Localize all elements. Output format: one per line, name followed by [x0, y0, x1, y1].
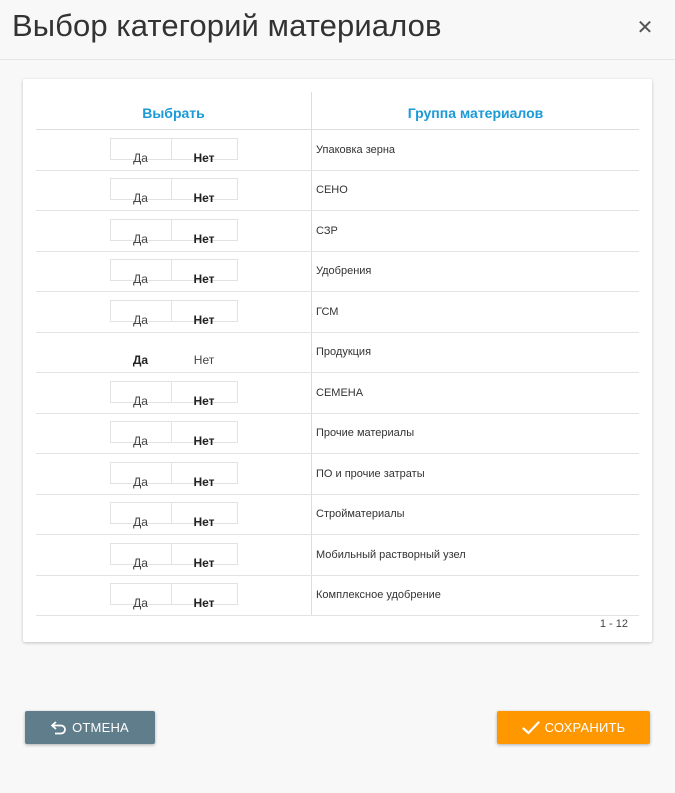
select-cell [36, 333, 311, 373]
table-row [36, 414, 639, 455]
yes-label: Да [133, 231, 148, 246]
materials-grid-card [23, 79, 652, 642]
table-row [36, 130, 639, 171]
yes-option[interactable] [110, 340, 171, 368]
select-cell [36, 576, 311, 616]
yes-option[interactable] [110, 583, 171, 611]
table-row [36, 373, 639, 414]
yes-option[interactable] [110, 421, 171, 449]
table-row [36, 171, 639, 212]
material-group-name: СЕНО [311, 171, 639, 211]
yes-label: Да [133, 191, 148, 206]
check-icon [522, 721, 540, 735]
no-label: Нет [193, 191, 215, 206]
material-group-name: Комплексное удобрение [311, 576, 639, 616]
select-cell [36, 130, 311, 170]
no-label: Нет [193, 312, 215, 327]
yes-label: Да [133, 393, 148, 408]
material-group-name: Стройматериалы [311, 495, 639, 535]
yes-label: Да [133, 150, 148, 165]
material-group-name: Удобрения [311, 252, 639, 292]
no-label: Нет [193, 231, 215, 246]
no-option[interactable] [171, 502, 238, 530]
select-cell [36, 171, 311, 211]
yes-no-toggle[interactable] [110, 502, 238, 530]
pager-info: 1 - 12 [599, 618, 628, 630]
yes-label: Да [133, 474, 148, 489]
no-option[interactable] [171, 583, 238, 611]
material-group-name: Мобильный растворный узел [311, 535, 639, 575]
no-option[interactable] [171, 421, 238, 449]
yes-label: Да [132, 353, 149, 368]
yes-option[interactable] [110, 502, 171, 530]
materials-grid [36, 92, 639, 616]
yes-option[interactable] [110, 219, 171, 246]
yes-option[interactable] [110, 543, 171, 570]
header-group[interactable]: Группа материалов [311, 92, 639, 129]
yes-option[interactable] [110, 462, 171, 489]
yes-label: Да [133, 434, 148, 449]
grid-header [36, 92, 639, 130]
yes-option[interactable] [110, 138, 171, 165]
close-icon[interactable]: ✕ [636, 17, 654, 39]
no-label: Нет [193, 555, 215, 570]
grid-body [36, 130, 639, 616]
yes-no-toggle[interactable] [110, 462, 238, 489]
no-option[interactable] [171, 340, 238, 368]
yes-no-toggle[interactable] [110, 138, 238, 165]
table-row [36, 292, 639, 333]
no-label: Нет [193, 434, 215, 449]
no-label: Нет [193, 596, 215, 611]
no-option[interactable] [171, 300, 238, 327]
select-cell [36, 252, 311, 292]
no-option[interactable] [171, 543, 238, 570]
yes-label: Да [133, 312, 148, 327]
no-option[interactable] [171, 259, 238, 287]
yes-no-toggle[interactable] [110, 178, 238, 206]
select-cell [36, 454, 311, 494]
yes-label: Да [133, 272, 148, 287]
yes-no-toggle[interactable] [110, 259, 238, 287]
yes-no-toggle[interactable] [110, 219, 238, 246]
header-divider [0, 59, 675, 60]
cancel-label: ОТМЕНА [72, 720, 129, 735]
no-label: Нет [193, 393, 215, 408]
yes-no-toggle[interactable] [110, 300, 238, 327]
select-cell [36, 211, 311, 251]
undo-icon [51, 721, 67, 735]
yes-option[interactable] [110, 381, 171, 408]
select-cell [36, 292, 311, 332]
no-option[interactable] [171, 219, 238, 246]
save-label: СОХРАНИТЬ [544, 720, 626, 735]
yes-option[interactable] [110, 259, 171, 287]
no-label: Нет [193, 272, 215, 287]
yes-label: Да [133, 596, 148, 611]
table-row [36, 454, 639, 495]
yes-option[interactable] [110, 300, 171, 327]
no-option[interactable] [171, 138, 238, 165]
material-group-name: ПО и прочие затраты [311, 454, 639, 494]
no-option[interactable] [171, 462, 238, 489]
yes-no-toggle[interactable] [110, 340, 238, 368]
dialog-title: Выбор категорий материалов [12, 8, 442, 43]
material-group-name: Упаковка зерна [311, 130, 639, 170]
select-cell [36, 414, 311, 454]
table-row [36, 333, 639, 374]
yes-no-toggle[interactable] [110, 381, 238, 408]
select-cell [36, 495, 311, 535]
yes-no-toggle[interactable] [110, 421, 238, 449]
yes-label: Да [133, 555, 148, 570]
table-row [36, 495, 639, 536]
no-label: Нет [193, 150, 215, 165]
material-group-name: ГСМ [311, 292, 639, 332]
table-row [36, 252, 639, 293]
cancel-button[interactable] [25, 711, 155, 744]
table-row [36, 576, 639, 617]
material-group-name: Продукция [311, 333, 639, 373]
no-label: Нет [193, 353, 215, 368]
yes-label: Да [133, 515, 148, 530]
material-group-name: СЗР [311, 211, 639, 251]
header-select[interactable]: Выбрать [142, 104, 205, 121]
no-label: Нет [193, 515, 215, 530]
save-button[interactable] [497, 711, 650, 744]
material-group-name: СЕМЕНА [311, 373, 639, 413]
no-label: Нет [193, 474, 215, 489]
yes-no-toggle[interactable] [110, 543, 238, 570]
material-group-name: Прочие материалы [311, 414, 639, 454]
no-option[interactable] [171, 178, 238, 206]
no-option[interactable] [171, 381, 238, 408]
yes-no-toggle[interactable] [110, 583, 238, 611]
table-row [36, 535, 639, 576]
select-cell [36, 535, 311, 575]
select-cell [36, 373, 311, 413]
table-row [36, 211, 639, 252]
yes-option[interactable] [110, 178, 171, 206]
